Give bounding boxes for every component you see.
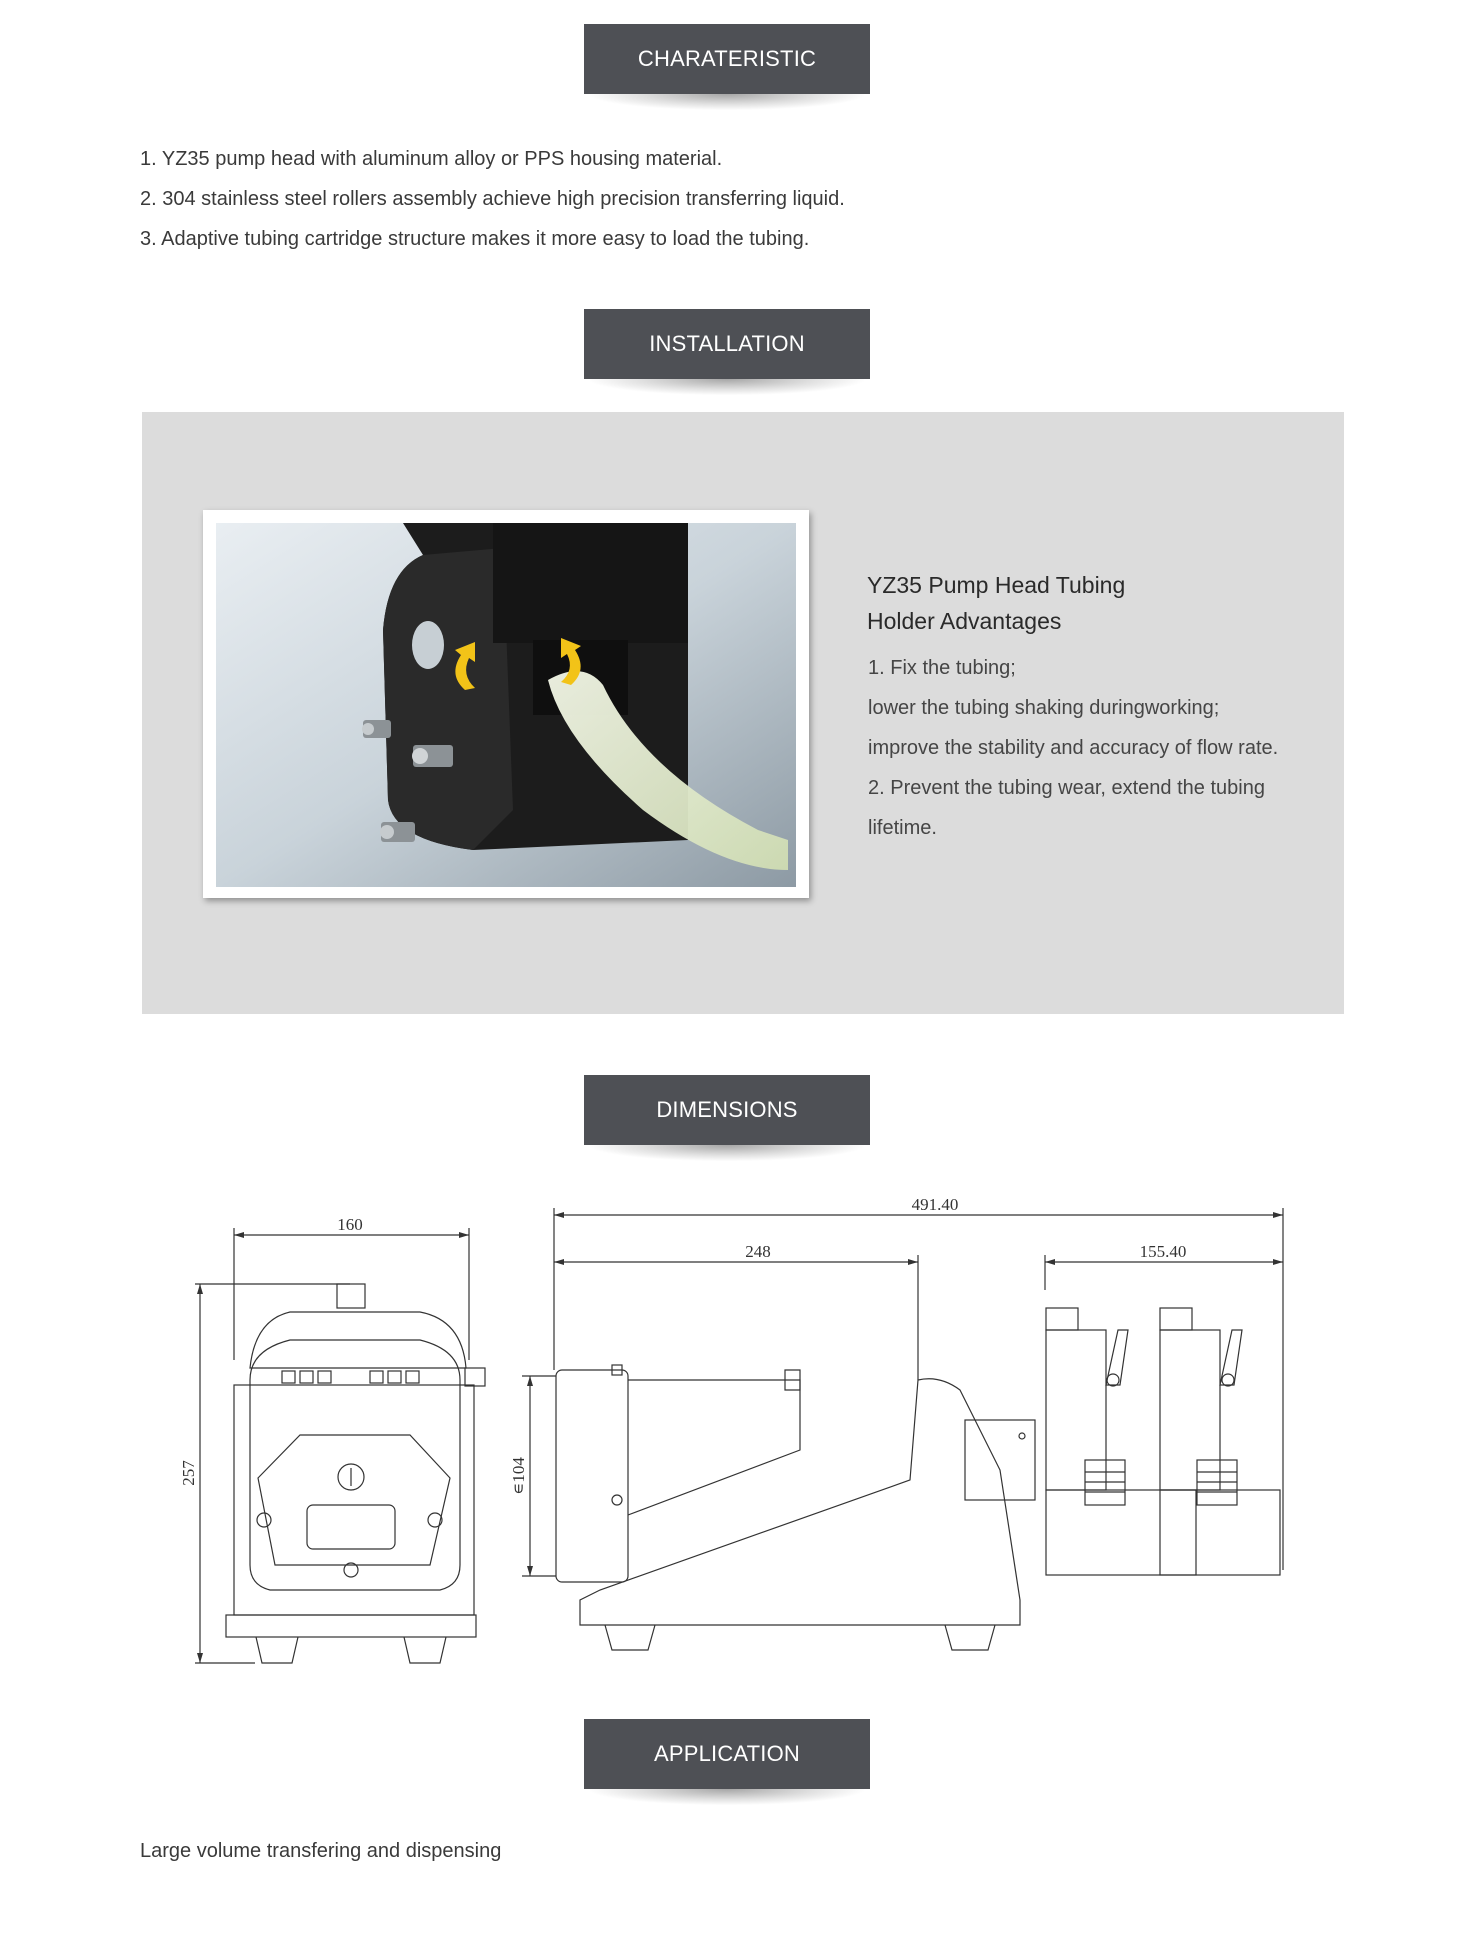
banner-label: APPLICATION bbox=[653, 1741, 801, 1766]
dim-label-front-height: 257 bbox=[179, 1460, 198, 1486]
section-banner-dimensions bbox=[584, 1075, 870, 1145]
installation-line-3: improve the stability and accuracy of flow rate. bbox=[868, 737, 1279, 759]
dimension-drawing bbox=[0, 1180, 1484, 1700]
dim-label-heads-length: 155.40 bbox=[1139, 1242, 1187, 1261]
banner-shadow bbox=[590, 94, 864, 110]
pump-head-photo bbox=[203, 510, 809, 898]
installation-title-line1: YZ35 Pump Head Tubing bbox=[867, 572, 1126, 598]
section-banner-characteristic bbox=[584, 24, 870, 94]
application-text: Large volume transfering and dispensing bbox=[140, 1840, 502, 1862]
banner-shadow bbox=[590, 379, 864, 395]
installation-line-5: lifetime. bbox=[868, 817, 937, 839]
banner-label: DIMENSIONS bbox=[656, 1097, 798, 1122]
banner-shadow bbox=[590, 1145, 864, 1161]
dim-label-front-width: 160 bbox=[337, 1215, 363, 1234]
section-banner-installation bbox=[584, 309, 870, 379]
banner-label: CHARATERISTIC bbox=[637, 46, 817, 71]
characteristic-item-1: 1. YZ35 pump head with aluminum alloy or PPS housing material. bbox=[140, 148, 723, 170]
installation-title-line2: Holder Advantages bbox=[867, 608, 1062, 634]
dim-label-head-diameter: ∊104 bbox=[509, 1457, 528, 1495]
installation-line-2: lower the tubing shaking duringworking; bbox=[868, 697, 1220, 719]
characteristic-item-3: 3. Adaptive tubing cartridge structure makes it more easy to load the tubing. bbox=[140, 228, 810, 250]
banner-label: INSTALLATION bbox=[649, 331, 805, 356]
banner-shadow bbox=[590, 1789, 864, 1805]
installation-line-1: 1. Fix the tubing; bbox=[868, 657, 1016, 679]
characteristic-item-2: 2. 304 stainless steel rollers assembly achieve high precision transferring liquid. bbox=[140, 188, 845, 210]
section-banner-application bbox=[584, 1719, 870, 1789]
dim-label-body-length: 248 bbox=[745, 1242, 771, 1261]
installation-line-4: 2. Prevent the tubing wear, extend the tubing bbox=[868, 777, 1265, 799]
pump-head-photo-image bbox=[203, 510, 809, 898]
dim-label-total-length: 491.40 bbox=[911, 1195, 959, 1214]
